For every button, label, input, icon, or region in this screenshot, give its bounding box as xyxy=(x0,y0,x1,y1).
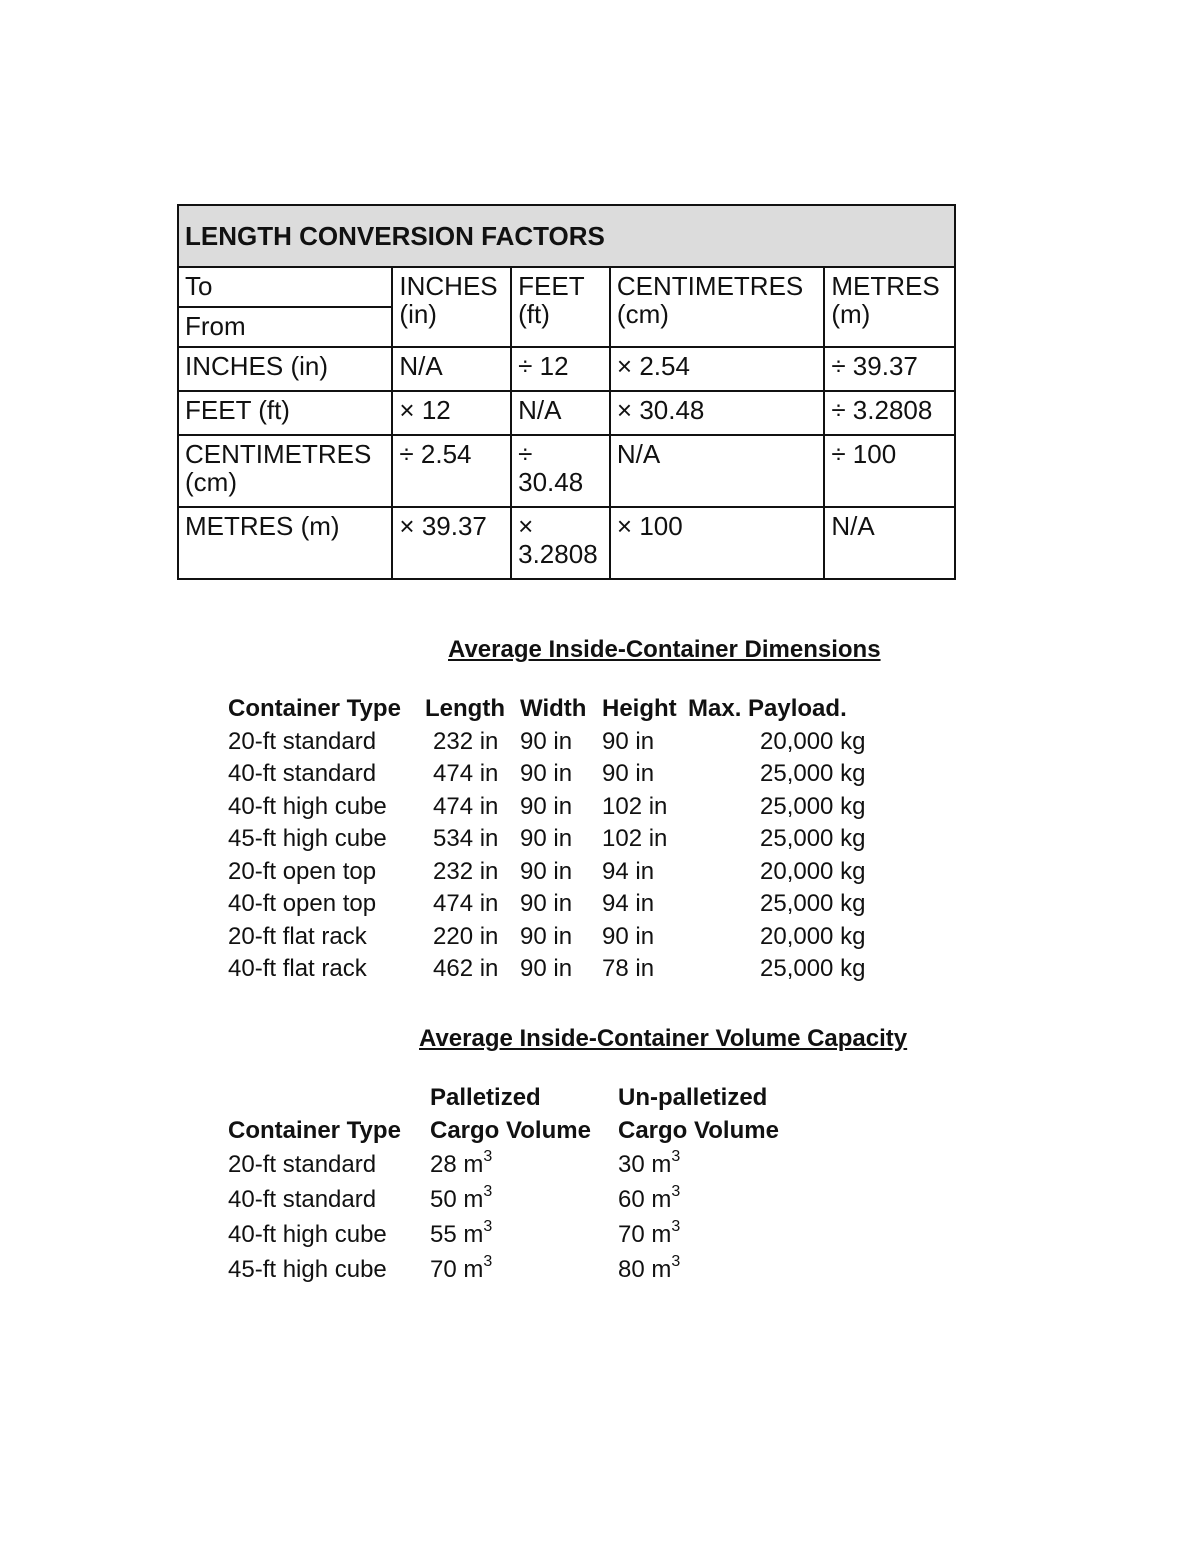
unpalletized-volume: 80 $m^3$ xyxy=(618,1253,681,1283)
table-cell: ÷ 12 xyxy=(511,347,610,391)
table-row xyxy=(228,1182,868,1217)
container-type: 20-ft standard xyxy=(228,727,377,755)
dimensions-table xyxy=(228,693,928,986)
table-cell: 78 in xyxy=(602,955,655,982)
table-cell: 220 in xyxy=(433,922,499,950)
table-cell: ÷ 2.54 xyxy=(392,435,511,507)
table-cell: × 39.37 xyxy=(392,507,511,579)
table-cell: × 30.48 xyxy=(610,391,824,435)
table-cell: 90 in xyxy=(602,760,655,787)
container-type: 45-ft high cube xyxy=(228,825,387,852)
table-row xyxy=(178,347,955,391)
container-type: 40-ft high cube xyxy=(228,1221,387,1248)
table-cell: × 2.54 xyxy=(610,347,824,391)
column-header: Cargo Volume xyxy=(430,1116,591,1144)
container-type: 40-ft high cube xyxy=(228,792,387,820)
table-cell: 90 in xyxy=(520,825,573,852)
table-cell: N/A xyxy=(392,347,511,391)
table-cell: 232 in xyxy=(433,857,499,885)
table-row xyxy=(228,758,928,791)
container-type: 40-ft open top xyxy=(228,890,377,917)
table-cell: ÷ 3.2808 xyxy=(824,391,955,435)
volume-heading: Average Inside-Container Volume Capacity xyxy=(419,1025,908,1052)
volume-table xyxy=(228,1082,868,1287)
unpalletized-volume: 70 $m^3$ xyxy=(618,1218,681,1248)
column-header: Height xyxy=(602,695,677,722)
table-row xyxy=(228,1147,868,1182)
table-cell: 474 in xyxy=(433,792,499,820)
table-cell: ÷ 30.48 xyxy=(511,435,610,507)
table-cell: 90 in xyxy=(520,792,573,820)
table-cell: 94 in xyxy=(602,857,655,885)
table-row xyxy=(228,1217,868,1252)
palletized-volume: 50 $m^3$ xyxy=(430,1183,493,1213)
row-label: FEET (ft) xyxy=(178,391,392,435)
unpalletized-volume: 30 $m^3$ xyxy=(618,1148,681,1178)
container-type: 20-ft open top xyxy=(228,857,377,885)
table-row xyxy=(178,391,955,435)
table-cell: 90 in xyxy=(520,727,573,755)
table-row xyxy=(228,823,928,856)
column-header: Max. Payload. xyxy=(688,695,847,722)
table-cell: 90 in xyxy=(602,922,655,950)
table-cell: × 12 xyxy=(392,391,511,435)
table-cell: 94 in xyxy=(602,890,655,917)
table-cell: N/A xyxy=(824,507,955,579)
column-header: Container Type xyxy=(228,695,401,722)
column-header: Width xyxy=(520,695,587,722)
table-cell: 534 in xyxy=(433,825,499,852)
from-label: From xyxy=(178,307,392,347)
column-header: Palletized xyxy=(430,1084,541,1111)
table-cell: 25,000 kg xyxy=(760,760,866,787)
container-type: 40-ft flat rack xyxy=(228,955,367,982)
container-type: 40-ft standard xyxy=(228,760,377,787)
table-cell: N/A xyxy=(511,391,610,435)
column-header: FEET (ft) xyxy=(511,267,610,347)
row-label: INCHES (in) xyxy=(178,347,392,391)
table-cell: × 3.2808 xyxy=(511,507,610,579)
column-header: Cargo Volume xyxy=(618,1116,779,1144)
conversion-table-title: LENGTH CONVERSION FACTORS xyxy=(178,205,955,267)
table-cell: 102 in xyxy=(602,792,668,820)
unpalletized-volume: 60 $m^3$ xyxy=(618,1183,681,1213)
table-cell: 90 in xyxy=(520,857,573,885)
table-cell: 462 in xyxy=(433,955,499,982)
table-row xyxy=(178,507,955,579)
table-cell: 20,000 kg xyxy=(760,727,866,755)
table-row xyxy=(228,1252,868,1287)
table-row xyxy=(228,921,928,954)
row-label: METRES (m) xyxy=(178,507,392,579)
table-cell: 90 in xyxy=(520,760,573,787)
volume-header-row xyxy=(228,1082,868,1115)
row-label: CENTIMETRES (cm) xyxy=(178,435,392,507)
table-cell: 90 in xyxy=(602,727,655,755)
column-header: Container Type xyxy=(228,1116,401,1144)
table-cell: 25,000 kg xyxy=(760,955,866,982)
column-header: INCHES (in) xyxy=(392,267,511,347)
table-cell: 232 in xyxy=(433,727,499,755)
container-type: 45-ft high cube xyxy=(228,1256,387,1283)
table-cell: 20,000 kg xyxy=(760,857,866,885)
table-cell: N/A xyxy=(610,435,824,507)
table-cell: 25,000 kg xyxy=(760,792,866,820)
column-header: Un-palletized xyxy=(618,1084,768,1111)
table-cell: 90 in xyxy=(520,922,573,950)
table-row xyxy=(228,856,928,889)
dimensions-heading: Average Inside-Container Dimensions xyxy=(448,636,881,663)
palletized-volume: 28 $m^3$ xyxy=(430,1148,493,1178)
dimensions-header-row xyxy=(228,693,928,726)
palletized-volume: 55 $m^3$ xyxy=(430,1218,493,1248)
volume-header-row xyxy=(228,1115,868,1148)
table-cell: 90 in xyxy=(520,955,573,982)
to-label: To xyxy=(178,267,392,307)
table-row xyxy=(228,888,928,921)
column-header: Length xyxy=(425,695,505,722)
column-header: CENTIMETRES (cm) xyxy=(610,267,824,347)
container-type: 20-ft flat rack xyxy=(228,922,367,950)
container-type: 40-ft standard xyxy=(228,1186,377,1213)
table-row xyxy=(228,953,928,986)
table-cell: × 100 xyxy=(610,507,824,579)
table-row xyxy=(178,435,955,507)
container-type: 20-ft standard xyxy=(228,1151,377,1178)
table-cell: 20,000 kg xyxy=(760,922,866,950)
table-cell: 474 in xyxy=(433,760,499,787)
table-cell: 25,000 kg xyxy=(760,890,866,917)
length-conversion-table xyxy=(177,204,956,580)
column-header: METRES (m) xyxy=(824,267,955,347)
table-cell: ÷ 39.37 xyxy=(824,347,955,391)
palletized-volume: 70 $m^3$ xyxy=(430,1253,493,1283)
table-cell: 102 in xyxy=(602,825,668,852)
table-cell: 474 in xyxy=(433,890,499,917)
table-cell: 25,000 kg xyxy=(760,825,866,852)
table-cell: 90 in xyxy=(520,890,573,917)
table-cell: ÷ 100 xyxy=(824,435,955,507)
table-row xyxy=(228,791,928,824)
table-row xyxy=(228,726,928,759)
